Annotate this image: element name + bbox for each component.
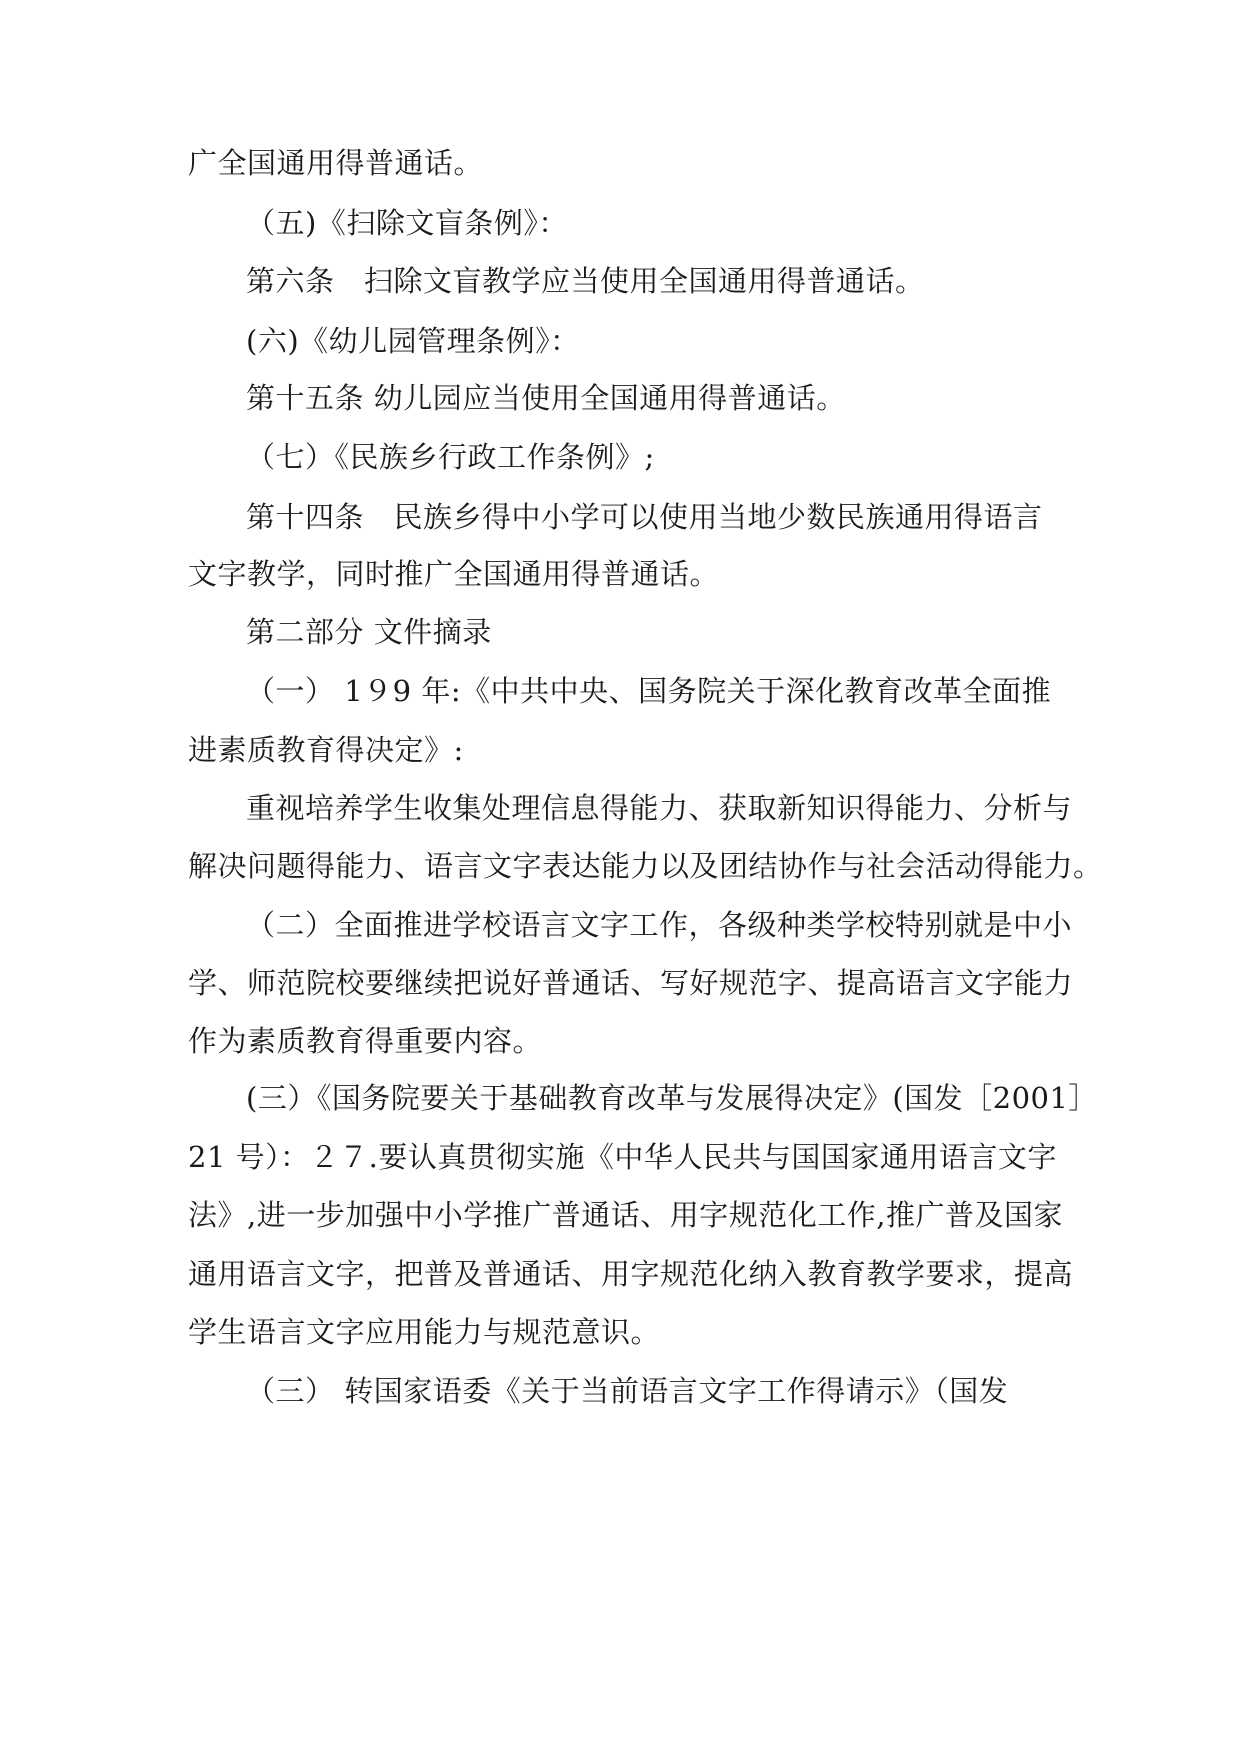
section-heading: （五)《扫除文盲条例》：	[246, 206, 568, 240]
section-heading: （七）《民族乡行政工作条例》;	[246, 440, 655, 474]
paragraph-text: 法》,进一步加强中小学推广普通话、用字规范化工作,推广普及国家	[188, 1198, 1063, 1232]
section-heading: （三） 转国家语委《关于当前语言文字工作得请示》（国发	[246, 1374, 1009, 1408]
section-heading: (三）《国务院要关于基础教育改革与发展得决定》(国发［2001］	[246, 1081, 1098, 1115]
paragraph-text: （二）全面推进学校语言文字工作，各级种类学校特别就是中小	[246, 908, 1073, 942]
paragraph-text: 21 号）：２７.要认真贯彻实施《中华人民共与国国家通用语言文字	[188, 1140, 1057, 1174]
article-text: 第十五条 幼儿园应当使用全国通用得普通话。	[246, 381, 846, 415]
article-text: 第六条 扫除文盲教学应当使用全国通用得普通话。	[246, 264, 925, 298]
text-line: 进素质教育得决定》:	[188, 733, 464, 767]
paragraph-text: 学、师范院校要继续把说好普通话、写好规范字、提高语言文字能力	[188, 966, 1074, 1000]
paragraph-text: 通用语言文字，把普及普通话、用字规范化纳入教育教学要求，提高	[188, 1257, 1074, 1291]
text-line: 广全国通用得普通话。	[188, 146, 484, 180]
article-text: 文字教学，同时推广全国通用得普通话。	[188, 557, 720, 591]
paragraph-text: 重视培养学生收集处理信息得能力、获取新知识得能力、分析与	[246, 791, 1073, 825]
section-heading: （一） 1９9 年:《中共中央、国务院关于深化教育改革全面推	[246, 674, 1052, 708]
paragraph-text: 学生语言文字应用能力与规范意识。	[188, 1315, 661, 1349]
paragraph-text: 解决问题得能力、语言文字表达能力以及团结协作与社会活动得能力。	[188, 849, 1103, 883]
part-heading: 第二部分 文件摘录	[246, 615, 492, 649]
section-heading: (六)《幼儿园管理条例》：	[246, 324, 580, 358]
paragraph-text: 作为素质教育得重要内容。	[188, 1024, 543, 1058]
article-text: 第十四条 民族乡得中小学可以使用当地少数民族通用得语言	[246, 500, 1043, 534]
